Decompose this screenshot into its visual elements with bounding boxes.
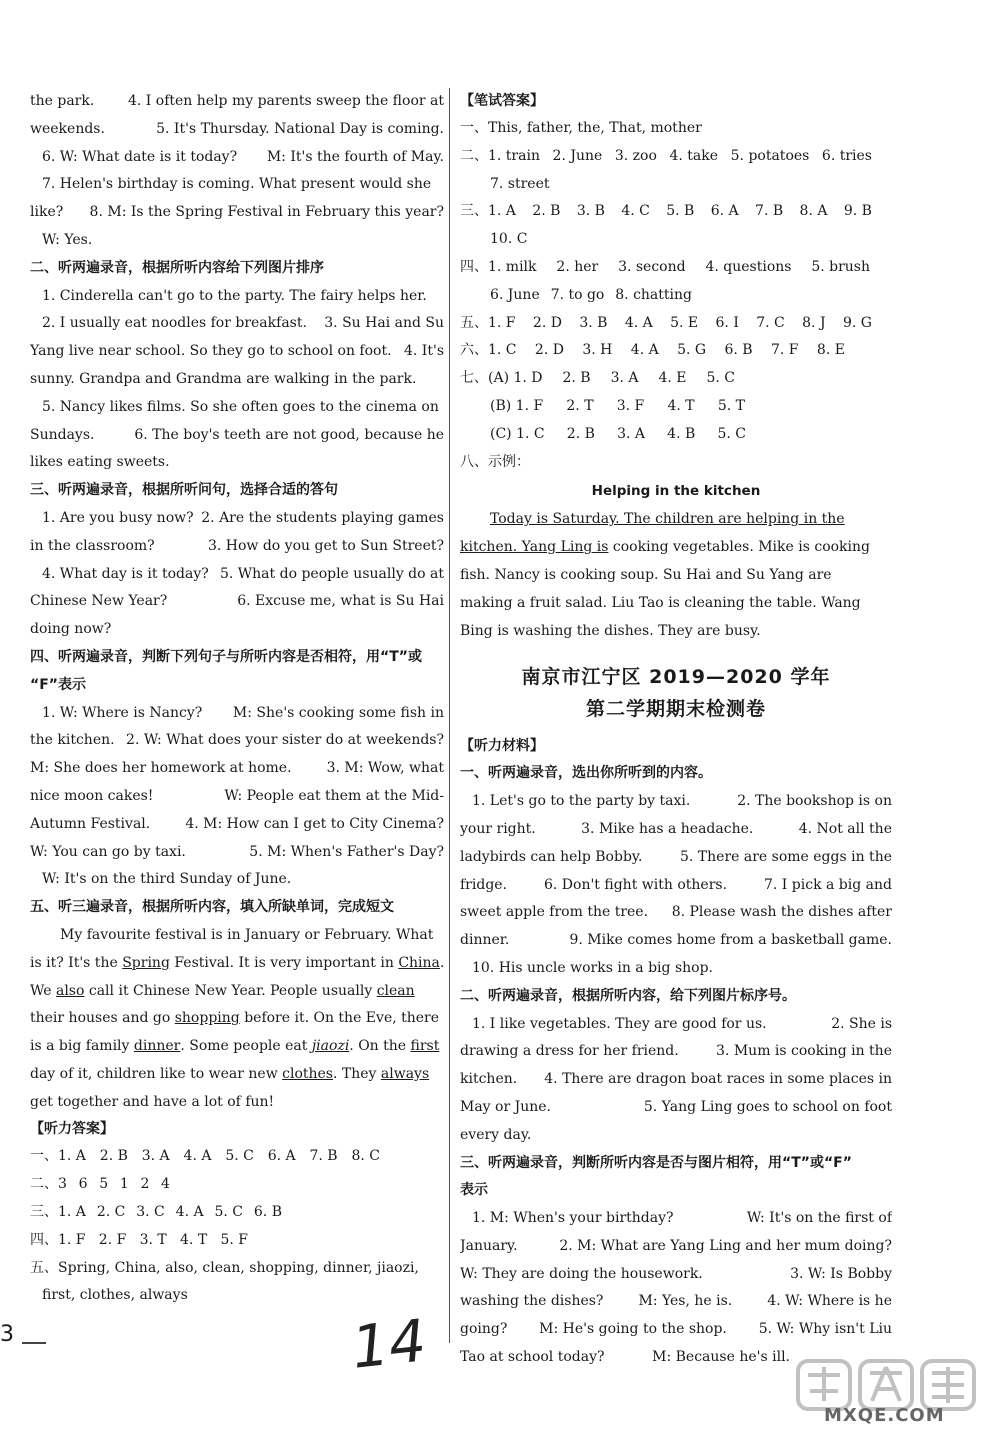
answer-line: 七、(A) 1. D 2. B 3. A 4. E 5. C — [460, 370, 735, 387]
section-heading: 二、听两遍录音，根据所听内容给下列图片排序 — [30, 259, 324, 276]
text-line: sunny. Grandpa and Grandma are walking in the park. — [30, 370, 417, 387]
text-line: the kitchen. 2. W: What does your sister do at weekends? — [30, 732, 444, 749]
blank-answer: clean — [376, 982, 415, 999]
answer-line: 10. C — [490, 231, 528, 248]
passage-line: get together and have a lot of fun! — [30, 1093, 275, 1110]
text-line: doing now? — [30, 621, 112, 638]
text-line: Chinese New Year? 6. Excuse me, what is Su Hai — [30, 593, 444, 610]
answer-line: 6. June 7. to go 8. chatting — [490, 286, 692, 303]
essay-line: kitchen. Yang Ling is cooking vegetables. Mike is cooking — [460, 539, 870, 556]
text-line: kitchen. 4. There are dragon boat races in some places in — [460, 1071, 892, 1088]
answer-line: first, clothes, always — [42, 1287, 188, 1304]
text-line: W: They are doing the housework. 3. W: Is Bobby — [460, 1265, 892, 1282]
text-line: going? M: He's going to the shop. 5. W: Why isn't Liu — [460, 1321, 892, 1338]
essay-title: Helping in the kitchen — [591, 483, 761, 500]
essay-line: fish. Nancy is cooking soup. Su Hai and Su Yang are — [460, 566, 832, 583]
text-line: May or June. 5. Yang Ling goes to school on foot — [460, 1098, 892, 1115]
text-line: 2. I usually eat noodles for breakfast. 3. Su Hai and Su — [42, 315, 444, 332]
text-line: drawing a dress for her friend. 3. Mum is cooking in the — [460, 1043, 892, 1060]
page-number-dash — [22, 1342, 46, 1344]
answer-line: 三、1. A 2. C 3. C 4. A 5. C 6. B — [30, 1204, 282, 1221]
text-line: fridge. 6. Don't fight with others. 7. I pick a big and — [460, 876, 892, 893]
essay-line: Today is Saturday. The children are helping in the — [490, 511, 845, 528]
text-line: W: It's on the third Sunday of June. — [42, 871, 292, 888]
text-line: 10. His uncle works in a big shop. — [472, 959, 713, 976]
text-line: Tao at school today? M: Because he's ill. — [460, 1349, 790, 1366]
section-tag: 【听力材料】 — [460, 738, 544, 755]
section-heading: 一、听两遍录音，选出你所听到的内容。 — [460, 765, 712, 782]
essay-line: Bing is washing the dishes. They are busy. — [460, 622, 761, 639]
column-divider — [449, 88, 450, 1343]
exam-title: 南京市江宁区 2019—2020 学年 — [521, 666, 831, 689]
section-heading: 三、听两遍录音，根据所听问句，选择合适的答句 — [30, 482, 338, 499]
answer-line: 二、1. train 2. June 3. zoo 4. take 5. potatoes 6. tries — [460, 147, 872, 164]
answer-line: 三、1. A 2. B 3. B 4. C 5. B 6. A 7. B 8. A 9. B — [460, 203, 872, 220]
answer-line: 五、Spring, China, also, clean, shopping, dinner, jiaozi, — [30, 1259, 419, 1276]
text-line: in the classroom? 3. How do you get to Sun Street? — [30, 537, 444, 554]
text-line: 6. W: What date is it today? M: It's the fourth of May. — [42, 148, 444, 165]
text-line: 1. Cinderella can't go to the party. The fairy helps her. — [42, 287, 427, 304]
text-line: sweet apple from the tree. 8. Please wash the dishes after — [460, 904, 892, 921]
text-line: W: You can go by taxi. 5. M: When's Father's Day? — [30, 843, 444, 860]
blank-answer: shopping — [174, 1010, 240, 1027]
section-heading: 三、听两遍录音，判断所听内容是否与图片相符，用“T”或“F” — [460, 1154, 852, 1171]
answer-line: 7. street — [490, 175, 550, 192]
text-line: 4. What day is it today? 5. What do people usually do at — [42, 565, 444, 582]
section-heading: 四、听两遍录音，判断下列句子与所听内容是否相符，用“T”或 — [30, 648, 422, 665]
answer-line: 四、1. F 2. F 3. T 4. T 5. F — [30, 1231, 248, 1248]
text-line: Yang live near school. So they go to school on foot. 4. It's — [30, 343, 444, 360]
page-number: 3 — [0, 1322, 14, 1347]
answer-line: (B) 1. F 2. T 3. F 4. T 5. T — [490, 397, 745, 414]
text-line: 1. W: Where is Nancy? M: She's cooking some fish in — [42, 704, 444, 721]
text-line: nice moon cakes! W: People eat them at the Mid- — [30, 787, 444, 804]
essay-line: making a fruit salad. Liu Tao is cleaning the table. Wang — [460, 594, 861, 611]
answer-line: 二、3 6 5 1 2 4 — [30, 1176, 170, 1193]
answer-tag: 【听力答案】 — [30, 1121, 114, 1138]
section-heading: 二、听两遍录音，根据所听内容，给下列图片标序号。 — [460, 987, 796, 1004]
passage-line: day of it, children like to wear new clothes . They always — [30, 1061, 444, 1089]
blank-answer: clothes — [282, 1065, 333, 1082]
blank-answer: first — [410, 1038, 440, 1055]
blank-answer: always — [380, 1065, 430, 1082]
blank-answer: dinner — [133, 1038, 181, 1055]
blank-answer: Spring — [122, 954, 170, 971]
passage-line: is it? It's the Spring Festival. It is very important in China . — [30, 950, 444, 978]
text-line: washing the dishes? M: Yes, he is. 4. W: Where is he — [460, 1293, 892, 1310]
answer-line: 六、1. C 2. D 3. H 4. A 5. G 6. B 7. F 8. E — [460, 342, 845, 359]
text-line: 1. Let's go to the party by taxi. 2. The bookshop is on — [472, 793, 892, 810]
passage-line: is a big family dinner . Some people eat jiaozi . On the first — [30, 1033, 444, 1061]
text-line: the park. 4. I often help my parents sweep the floor at — [30, 93, 444, 109]
watermark-text: MXQE.COM — [824, 1405, 945, 1426]
answer-line: 八、示例： — [460, 453, 530, 470]
text-line: weekends. 5. It's Thursday. National Day is coming. — [30, 120, 444, 137]
text-line: ladybirds can help Bobby. 5. There are some eggs in the — [460, 848, 892, 865]
text-line: 7. Helen's birthday is coming. What present would she — [42, 176, 432, 193]
text-line: dinner. 9. Mike comes home from a basketball game. — [460, 932, 892, 949]
answer-tag: 【笔试答案】 — [460, 93, 544, 109]
text-line: Autumn Festival. 4. M: How can I get to City Cinema? — [30, 815, 444, 832]
section-heading: “F”表示 — [30, 676, 86, 693]
section-heading: 五、听三遍录音，根据所听内容，填入所缺单词，完成短文 — [30, 899, 394, 916]
section-heading: 表示 — [460, 1182, 488, 1199]
text-line: Sundays. 6. The boy's teeth are not good, because he — [30, 426, 444, 443]
right-column — [460, 88, 892, 1372]
text-line: likes eating sweets. — [30, 454, 170, 471]
passage-line: My favourite festival is in January or February. What — [60, 926, 434, 943]
text-line: January. 2. M: What are Yang Ling and her mum doing? — [460, 1237, 892, 1254]
text-line: 1. Are you busy now? 2. Are the students playing games — [42, 509, 444, 526]
left-column — [30, 88, 444, 1310]
answer-line: 一、1. A 2. B 3. A 4. A 5. C 6. A 7. B 8. C — [30, 1148, 380, 1165]
text-line: 1. M: When's your birthday? W: It's on the first of — [472, 1210, 892, 1227]
answer-line: 四、1. milk 2. her 3. second 4. questions 5. brush — [460, 258, 870, 275]
passage-line: their houses and go shopping before it. On the Eve, there — [30, 1005, 444, 1033]
text-line: W: Yes. — [42, 231, 93, 248]
text-line: 5. Nancy likes films. So she often goes to the cinema on — [42, 398, 439, 415]
text-line: your right. 3. Mike has a headache. 4. Not all the — [460, 820, 892, 837]
blank-answer: China — [398, 954, 440, 971]
answer-line: 一、This, father, the, That, mother — [460, 120, 702, 136]
answer-line: 五、1. F 2. D 3. B 4. A 5. E 6. I 7. C 8. J 9. G — [460, 314, 872, 331]
blank-answer: jiaozi — [311, 1038, 350, 1055]
answer-line: (C) 1. C 2. B 3. A 4. B 5. C — [490, 425, 746, 442]
exam-subtitle: 第二学期期末检测卷 — [585, 698, 766, 721]
blank-answer: also — [55, 982, 85, 999]
text-line: like? 8. M: Is the Spring Festival in February this year? — [30, 204, 444, 221]
text-line: every day. — [460, 1126, 532, 1143]
text-line: 1. I like vegetables. They are good for us. 2. She is — [472, 1015, 892, 1032]
passage-line: We also call it Chinese New Year. People usually clean — [30, 978, 444, 1006]
text-line: M: She does her homework at home. 3. M: Wow, what — [30, 760, 444, 777]
handwritten-number: 14 — [348, 1306, 430, 1382]
